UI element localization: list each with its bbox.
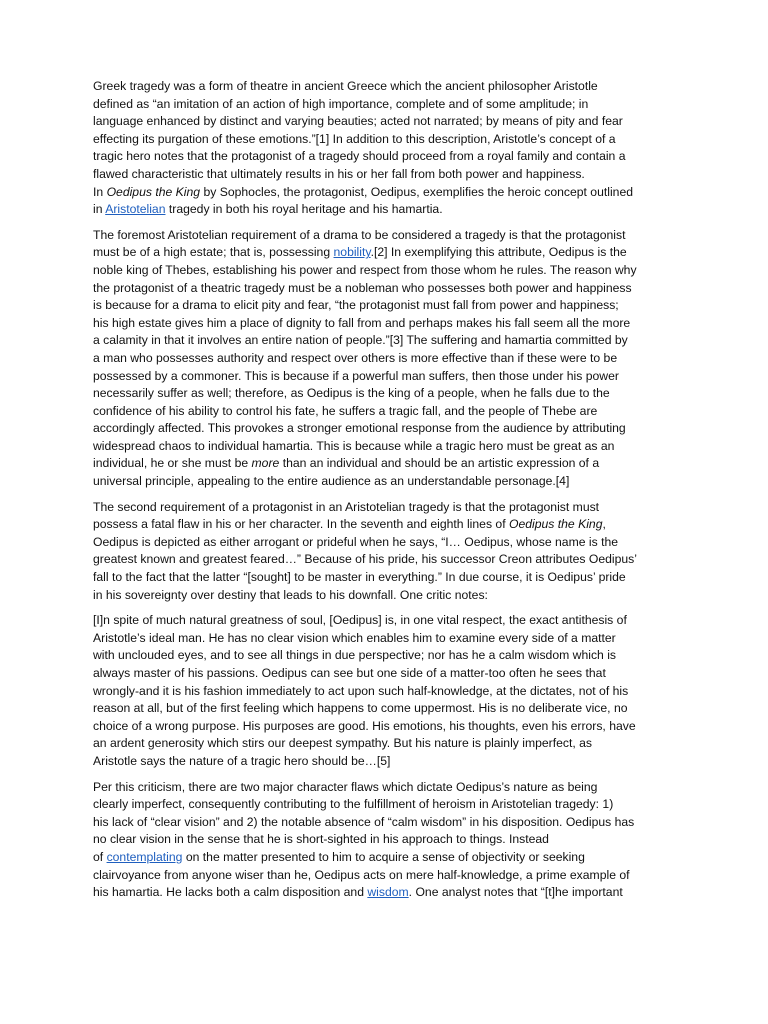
text-line (93, 244, 688, 262)
text-line: language enhanced by distinct and varying beauties; acted not narrated; by means of pity and fear (93, 114, 623, 129)
text-line: in his sovereignty over destiny that leads to his downfall. One critic notes: (93, 587, 488, 602)
text-line: Greek tragedy was a form of theatre in ancient Greece which the ancient philosopher Aristotle (93, 79, 598, 93)
text-fragment: by Sophocles, the protagonist, Oedipus, exemplifies the heroic concept outlined (200, 184, 633, 199)
text-fragment: on the matter presented to him to acquire a sense of objectivity or seeking (182, 849, 585, 864)
text-line: Aristotle says the nature of a tragic hero should be…[5] (93, 753, 391, 768)
text-line: universal principle, appealing to the entire audience as an understandable personage.[4] (93, 474, 570, 489)
text-line: [I]n spite of much natural greatness of soul, [Oedipus] is, in one vital respect, the exact antithesis of (93, 613, 627, 628)
text-line: reason at all, but of the first feeling which happens to come uppermost. His is no deliberate vice, no (93, 701, 628, 716)
text-line: a man who possesses authority and respect over others is more effective than if these were to be (93, 350, 618, 365)
book-title: Oedipus the King (106, 184, 201, 199)
text-line: clearly imperfect, consequently contributing to the fulfillment of heroism in Aristotelian tragedy: 1) (93, 797, 614, 812)
text-line (93, 884, 688, 902)
text-line: with unclouded eyes, and to see all things in due perspective; nor has he a calm wisdom which is (93, 648, 616, 663)
link-wisdom[interactable]: wisdom (367, 885, 409, 900)
text-line: his lack of “clear vision” and 2) the notable absence of “calm wisdom” in his disposition. Oedipus has (93, 814, 635, 829)
text-line (93, 455, 688, 473)
text-line (93, 184, 688, 202)
paragraph-first-requirement (93, 227, 688, 491)
text-line: The second requirement of a protagonist in an Aristotelian tragedy is that the protagonist must (93, 499, 600, 514)
text-line (93, 516, 688, 534)
text-line: is because for a drama to elicit pity and fear, “the protagonist must fall from power and happiness; (93, 298, 619, 313)
paragraph-intro (93, 78, 688, 219)
text-line: always master of his passions. Oedipus can see but one side of a matter-too often he sees that (93, 666, 606, 680)
text-line: the protagonist of a theatric tragedy must be a nobleman who possesses both power and happiness (93, 280, 632, 295)
text-line: an ardent generosity which stirs our deepest sympathy. But his nature is plainly imperfect, as (93, 736, 593, 751)
text-line: Oedipus is depicted as either arrogant or prideful when he says, “I… Oedipus, whose name is the (93, 534, 619, 549)
text-fragment: individual, he or she must be (93, 456, 252, 471)
text-line: flawed characteristic that ultimately results in his or her fall from both power and happiness. (93, 166, 585, 181)
text-fragment: of (93, 849, 107, 864)
paragraph-critic-quote (93, 612, 688, 770)
text-fragment: . One analyst notes that “[t]he important (408, 885, 623, 900)
text-line: fall to the fact that the latter “[sought] to be master in everything.” In due course, it is Oedipus’ pride (93, 570, 626, 585)
text-line: noble king of Thebes, establishing his power and respect from those whom he rules. The reason why (93, 262, 637, 277)
text-line: Per this criticism, there are two major character flaws which dictate Oedipus’s nature as being (93, 779, 598, 794)
text-line: choice of a wrong purpose. His purposes are good. His emotions, his thoughts, even his errors, have (93, 718, 636, 733)
text-fragment: in (93, 202, 106, 217)
text-line: his high estate gives him a place of dignity to fall from and perhaps makes his fall seem all the more (93, 315, 631, 330)
text-line: necessarily suffer as well; therefore, as Oedipus is the king of a people, when he falls due to the (93, 386, 610, 401)
text-fragment: must be of a high estate; that is, possessing (93, 245, 334, 260)
text-fragment: possess a fatal flaw in his or her character. In the seventh and eighth lines of (93, 517, 509, 532)
text-line: effecting its purgation of these emotions.”[1] In addition to this description, Aristotle’s concept of a (93, 131, 616, 146)
text-fragment: tragedy in both his royal heritage and his hamartia. (165, 202, 443, 217)
paragraph-second-requirement (93, 499, 688, 605)
text-line: tragic hero notes that the protagonist of a tragedy should proceed from a royal family and contain a (93, 149, 626, 164)
text-line (93, 201, 688, 219)
text-line: confidence of his ability to control his fate, he suffers a tragic fall, and the people of Thebe are (93, 403, 598, 418)
text-fragment: , (602, 517, 606, 532)
text-line: greatest known and greatest feared…” Because of his pride, his successor Creon attributes Oedipus’ (93, 552, 637, 567)
text-line: clairvoyance from anyone wiser than he, Oedipus acts on mere half-knowledge, a prime example of (93, 867, 630, 882)
text-line: Aristotle’s ideal man. He has no clear vision which enables him to examine every side of a matter (93, 630, 616, 645)
text-line: defined as “an imitation of an action of high importance, complete and of some amplitude; in (93, 96, 589, 111)
link-nobility[interactable]: nobility (333, 245, 371, 260)
text-line: wrongly-and it is his fashion immediately to act upon such half-knowledge, at the dictates, not of his (93, 683, 629, 698)
link-aristotelian[interactable]: Aristotelian (105, 202, 166, 217)
text-line (93, 849, 688, 867)
text-fragment: his hamartia. He lacks both a calm disposition and (93, 885, 368, 900)
text-line: a calamity in that it involves an entire nation of people.”[3] The suffering and hamartia committed by (93, 333, 628, 348)
link-contemplating[interactable]: contemplating (106, 849, 183, 864)
text-fragment: than an individual and should be an artistic expression of a (279, 456, 600, 471)
text-line: possessed by a commoner. This is because if a powerful man suffers, then those under his power (93, 368, 619, 383)
text-fragment: In (93, 184, 107, 199)
text-fragment: .[2] In exemplifying this attribute, Oedipus is the (370, 245, 627, 260)
text-line: widespread chaos to individual hamartia. This is because while a tragic hero must be great as an (93, 438, 615, 453)
book-title: Oedipus the King (508, 517, 603, 532)
paragraph-character-flaws (93, 779, 688, 902)
emphasis: more (251, 456, 280, 471)
text-line: The foremost Aristotelian requirement of a drama to be considered a tragedy is that the protagonist (93, 227, 626, 242)
text-line: accordingly affected. This provokes a stronger emotional response from the audience by attributing (93, 421, 626, 436)
text-line: no clear vision in the sense that he is short-sighted in his approach to things. Instead (93, 832, 549, 847)
